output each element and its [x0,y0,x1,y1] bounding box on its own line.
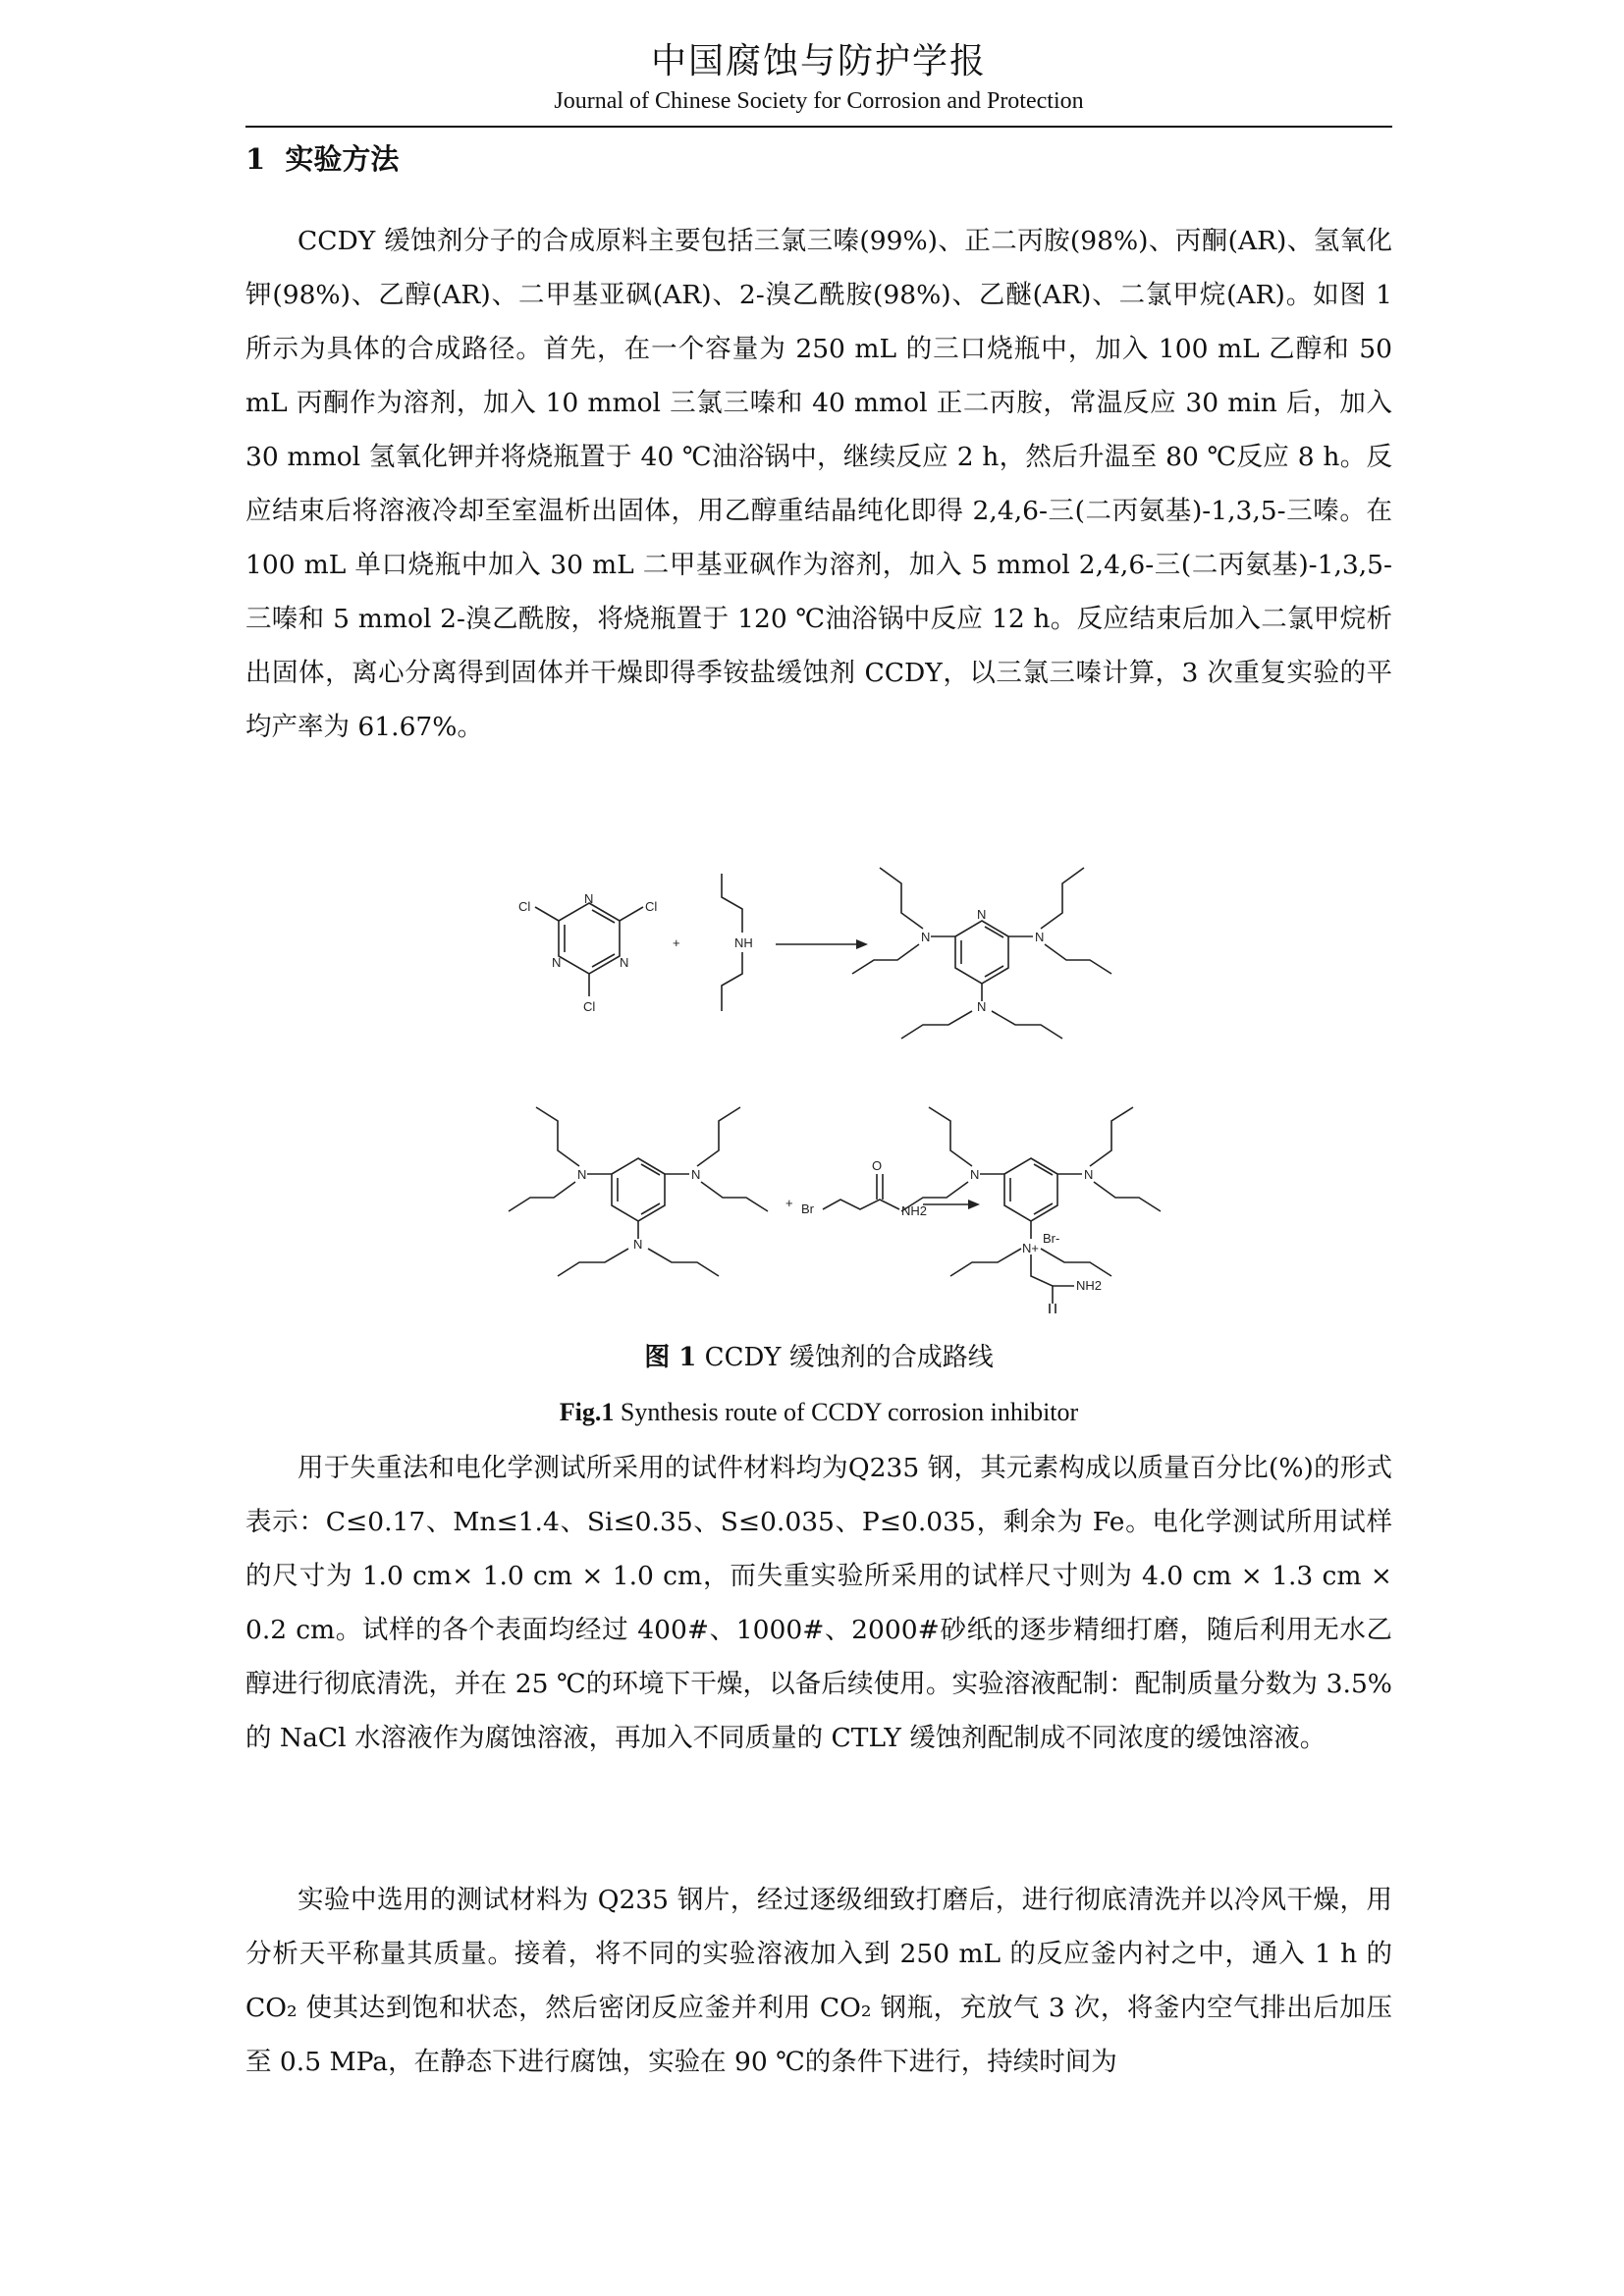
figure-caption-en-text: Synthesis route of CCDY corrosion inhibitor [614,1398,1079,1426]
paragraph-weight-loss: 实验中选用的测试材料为 Q235 钢片，经过逐级细致打磨后，进行彻底清洗并以冷风干燥，用分析天平称量其质量。接着，将不同的实验溶液加入到 250 mL 的反应釜内衬之中，通入 1 h 的 CO₂ 使其达到饱和状态，然后密闭反应釜并利用 CO₂ 钢瓶，充放气 3 次，将釜内空气排出后加压至 0.5 MPa，在静态下进行腐蚀，实验在 90 ℃的条件下进行，持续时间为 [245,1885,1392,2077]
label-n-amino-left: N [921,930,931,944]
label-o: O [872,1158,883,1173]
bromoacetamide-molecule [823,1174,899,1209]
journal-header [245,37,1392,116]
figure-label-cn: 图 1 [644,1343,697,1372]
label-n-p2-left: N [970,1167,980,1182]
reaction-scheme [491,864,1178,1315]
figure-label-en: Fig.1 [559,1398,615,1426]
figure-caption-en [245,1398,1392,1427]
label-cl-left: Cl [518,899,531,914]
section-number: 1 [245,142,266,176]
journal-title-en: Journal of Chinese Society for Corrosion and Protection [554,88,1084,114]
paragraph-synthesis: CCDY 缓蚀剂分子的合成原料主要包括三氯三嗪(99%)、正二丙胺(98%)、丙酮(AR)、氢氧化钾(98%)、乙醇(AR)、二甲基亚砜(AR)、2-溴乙酰胺(98%)、乙醚(AR)、二氯甲烷(AR)。如图 1 所示为具体的合成路径。首先，在一个容量为 250 mL 的三口烧瓶中，加入 100 mL 乙醇和 50 mL 丙酮作为溶剂，加入 10 mmol 三氯三嗪和 40 mmol 正二丙胺，常温反应 30 min 后，加入 30 mmol 氢氧化钾并将烧瓶置于 40 ℃油浴锅中，继续反应 2 h，然后升温至 80 ℃反应 8 h。反应结束后将溶液冷却至室温析出固体，用乙醇重结晶纯化即得 2,4,6-三(二丙氨基)-1,3,5-三嗪。在 100 mL 单口烧瓶中加入 30 mL 二甲基亚砜作为溶剂，加入 5 mmol 2,4,6-三(二丙氨基)-1,3,5-三嗪和 5 mmol 2-溴乙酰胺，将烧瓶置于 120 ℃油浴锅中反应 12 h。反应结束后加入二氯甲烷析出固体，离心分离得到固体并干燥即得季铵盐缓蚀剂 CCDY，以三氯三嗪计算，3 次重复实验的平均产率为 61.67%。 [245,226,1392,742]
figure-caption-cn [245,1337,1392,1373]
label-nh: NH [734,935,753,950]
label-n-r2-right: N [691,1167,701,1182]
label-cl-bottom: Cl [583,999,596,1014]
label-br-minus: Br- [1043,1231,1060,1246]
label-n-lower-left: N [552,955,562,970]
label-n-plus: N+ [1022,1241,1039,1255]
label-n-lower-right: N [620,955,629,970]
cyanuric-chloride-molecule [535,903,643,996]
label-br: Br [801,1201,814,1216]
label-n-amino-right: N [1035,930,1045,944]
label-n-r2-left: N [577,1167,587,1182]
label-n-ring-top: N [977,907,987,922]
label-n-r2-bottom: N [633,1237,643,1252]
header-rule [245,126,1392,128]
paragraph-materials: 用于失重法和电化学测试所采用的试件材料均为Q235 钢，其元素构成以质量百分比(%)的形式表示：C≤0.17、Mn≤1.4、Si≤0.35、S≤0.035、P≤0.035，剩余为 Fe。电化学测试所用试样的尺寸为 1.0 cm× 1.0 cm × 1.0 cm，而失重实验所采用的试样尺寸则为 4.0 cm × 1.3 cm × 0.2 cm。试样的各个表面均经过 400#、1000#、2000#砂纸的逐步精细打磨，随后利用无水乙醇进行彻底清洗，并在 25 ℃的环境下干燥，以备后续使用。实验溶液配制：配制质量分数为 3.5%的 NaCl 水溶液作为腐蚀溶液，再加入不同质量的 CTLY 缓蚀剂配制成不同浓度的缓蚀溶液。 [245,1453,1392,1753]
label-n-p2-right: N [1084,1167,1094,1182]
plus-sign-1: + [673,935,680,950]
synthesis-route-figure [491,864,1178,1315]
section-title: 实验方法 [285,142,400,176]
plus-sign-2: + [785,1196,793,1210]
figure-caption-cn-text: CCDY 缓蚀剂的合成路线 [696,1343,994,1372]
label-nh2: NH2 [901,1203,928,1218]
journal-title-cn: 中国腐蚀与防护学报 [650,41,987,81]
section-heading [245,137,399,181]
ccdy-product-molecule [901,1107,1161,1313]
label-cl-right: Cl [645,899,658,914]
label-nh2-product: NH2 [1076,1278,1103,1293]
label-n-amino-bottom: N [977,999,987,1014]
label-n-top: N [584,891,594,906]
